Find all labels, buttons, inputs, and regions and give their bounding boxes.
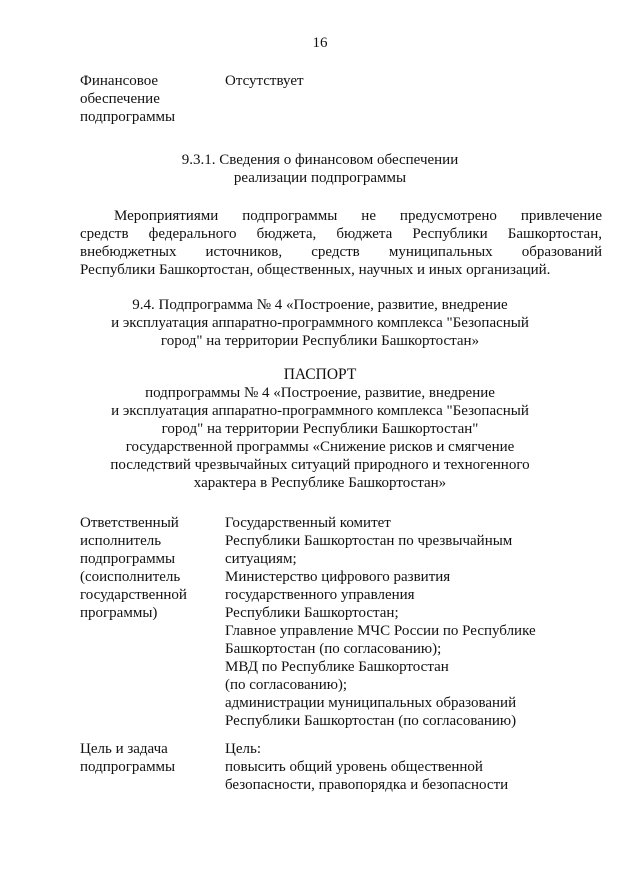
passport-subtitle-line: характера в Республике Башкортостан»	[193, 475, 447, 491]
value-line: Государственный комитет	[225, 515, 391, 531]
value-line: МВД по Республике Башкортостан	[225, 659, 449, 675]
value-line: Башкортостан (по согласованию);	[225, 641, 442, 657]
value-line: Цель:	[225, 741, 261, 757]
label-line: программы)	[80, 605, 158, 621]
heading-line: город" на территории Республики Башкортостан»	[160, 333, 480, 349]
label-line: (соисполнитель	[80, 569, 181, 585]
value-line: Главное управление МЧС России по Республике	[225, 623, 536, 639]
passport-subtitle-line: последствий чрезвычайных ситуаций природного и техногенного	[110, 457, 530, 473]
financing-label	[80, 72, 225, 126]
label-line: подпрограммы	[80, 759, 176, 775]
financing-label-line: подпрограммы	[80, 109, 176, 125]
value-line: Министерство цифрового развития	[225, 569, 451, 585]
value-line: Республики Башкортостан;	[225, 605, 399, 621]
paragraph-line: Мероприятиями подпрограммы не предусмотрено привлечение	[114, 208, 602, 224]
responsible-value	[225, 514, 580, 730]
passport-subtitle-line: подпрограммы № 4 «Построение, развитие, внедрение	[145, 385, 495, 401]
value-line: государственного управления	[225, 587, 415, 603]
goal-label	[80, 740, 225, 794]
paragraph-line: средств федерального бюджета, бюджета Республики Башкортостан,	[80, 226, 602, 242]
page-number: 16	[312, 35, 328, 51]
paragraph-line: Республики Башкортостан, общественных, научных и иных организаций.	[80, 262, 551, 278]
heading-line: 9.4. Подпрограмма № 4 «Построение, развитие, внедрение	[132, 297, 508, 313]
passport-subtitle-line: город" на территории Республики Башкортостан"	[161, 421, 479, 437]
heading-line: реализации подпрограммы	[233, 170, 407, 186]
goal-value	[225, 740, 580, 794]
value-line: Республики Башкортостан (по согласованию)	[225, 713, 517, 729]
label-line: исполнитель	[80, 533, 162, 549]
section-94-heading	[60, 296, 580, 350]
heading-line: и эксплуатация аппаратно-программного комплекса "Безопасный	[111, 315, 529, 331]
responsible-label	[80, 514, 225, 730]
value-line: (по согласованию);	[225, 677, 348, 693]
financing-value: Отсутствует	[225, 73, 304, 89]
passport-title: ПАСПОРТ	[283, 366, 357, 383]
passport-subtitle-line: государственной программы «Снижение рисков и смягчение	[125, 439, 515, 455]
label-line: Цель и задача	[80, 741, 168, 757]
label-line: Ответственный	[80, 515, 179, 531]
financing-row	[80, 72, 580, 126]
responsible-row	[80, 514, 580, 730]
passport-heading	[60, 366, 580, 492]
passport-subtitle-line: и эксплуатация аппаратно-программного комплекса "Безопасный	[111, 403, 529, 419]
value-line: повысить общий уровень общественной	[225, 759, 483, 775]
value-line: ситуациям;	[225, 551, 297, 567]
financing-label-line: обеспечение	[80, 91, 160, 107]
value-line: Республики Башкортостан по чрезвычайным	[225, 533, 513, 549]
paragraph-line: внебюджетных источников, средств муниципальных образований	[80, 244, 602, 260]
section-931-heading	[60, 151, 580, 187]
value-line: безопасности, правопорядка и безопасности	[225, 777, 509, 793]
goal-row	[80, 740, 580, 794]
value-line: администрации муниципальных образований	[225, 695, 517, 711]
financing-label-line: Финансовое	[80, 73, 159, 89]
heading-line: 9.3.1. Сведения о финансовом обеспечении	[181, 152, 459, 168]
label-line: подпрограммы	[80, 551, 176, 567]
section-931-paragraph	[80, 207, 602, 279]
label-line: государственной	[80, 587, 187, 603]
